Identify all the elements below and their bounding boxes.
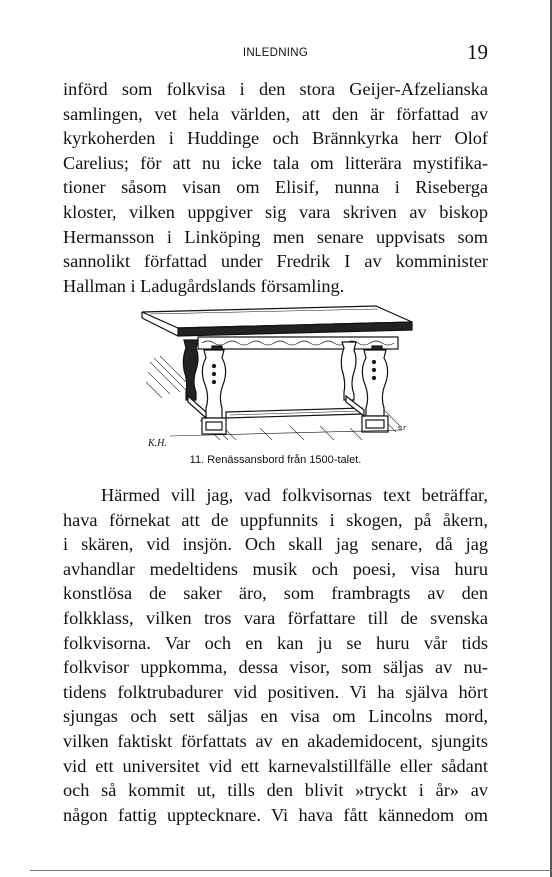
text-line: sjungas och sett säljas en visa om Lincolns mord, [63, 706, 488, 727]
text-line: konstlösa de saker äro, som frambragts av den [63, 583, 488, 604]
text-line: och så kommit ut, tills den blivit »tryckt i år» av [63, 780, 488, 801]
paragraph-1 [63, 77, 488, 298]
text-line: Hallman i Ladugårdslands församling. [63, 275, 345, 296]
table-apron [198, 337, 398, 350]
text-line: Carelius; för att nu icke tala om litterära mystifika- [63, 152, 488, 173]
text-line: hava förnekat att de uppfunnits i skogen, på åkern, [63, 509, 488, 530]
text-line: tioner såsom visan om Elisif, nunna i Riseberga [63, 177, 488, 198]
table-illustration [140, 300, 420, 450]
text-line: folkvisorna. Var och en kan ju se huru vår tids [63, 632, 488, 653]
text-line: i skären, vid insjön. Och skall jag senare, då jag [63, 534, 488, 555]
text-line: kloster, vilken uppgiver sig vara skriven av biskop [63, 201, 488, 222]
text-line: Härmed vill jag, vad folkvisornas text beträffar, [101, 485, 488, 505]
running-head [63, 40, 488, 64]
text-line: någon fattig upptecknare. Vi hava fått kännedom om [63, 804, 488, 825]
artist-signature-left: K.H. [148, 438, 167, 449]
table-leg-left-front [202, 350, 226, 434]
text-line: avhandlar medeltidens musik och poesi, visa huru [63, 558, 488, 579]
text-line: tidens folktrubadurer vid positiven. Vi ha själva hört [63, 681, 488, 702]
text-line: kyrkoherden i Huddinge och Brännkyrka herr Olof [63, 128, 488, 149]
figure-caption: 11. Renässansbord från 1500-talet. [189, 454, 362, 466]
text-line: folkvisor uppkomma, dessa visor, som säljas av nu- [63, 657, 488, 678]
table-leg-right-front [362, 350, 388, 432]
artist-signature-right: s.r [398, 423, 407, 432]
text-line: vid ett universitet vid ett karnevalstillfälle eller sådant [63, 755, 488, 776]
table-leg-right-back [341, 342, 356, 400]
text-line: samlingen, vet hela världen, att den är författad av [63, 103, 488, 124]
page-number: 19 [467, 40, 488, 64]
text-line: vilken faktiskt författats av en akademidocent, sjungits [63, 730, 488, 751]
paragraph-2 [63, 483, 488, 827]
text-line: sannolikt författad under Fredrik I av komminister [63, 251, 488, 272]
page-edge-bottom [30, 870, 552, 871]
table-top [142, 306, 412, 336]
text-line: införd som folkvisa i den stora Geijer-Afzelianska [63, 79, 488, 99]
text-line: folkklass, vilken tros vara författare till de svenska [63, 607, 488, 628]
running-head-title: INLEDNING [242, 47, 309, 59]
table-leg-left-back [183, 340, 198, 400]
text-line: Hermansson i Linköping men senare uppvisats som [63, 226, 488, 247]
